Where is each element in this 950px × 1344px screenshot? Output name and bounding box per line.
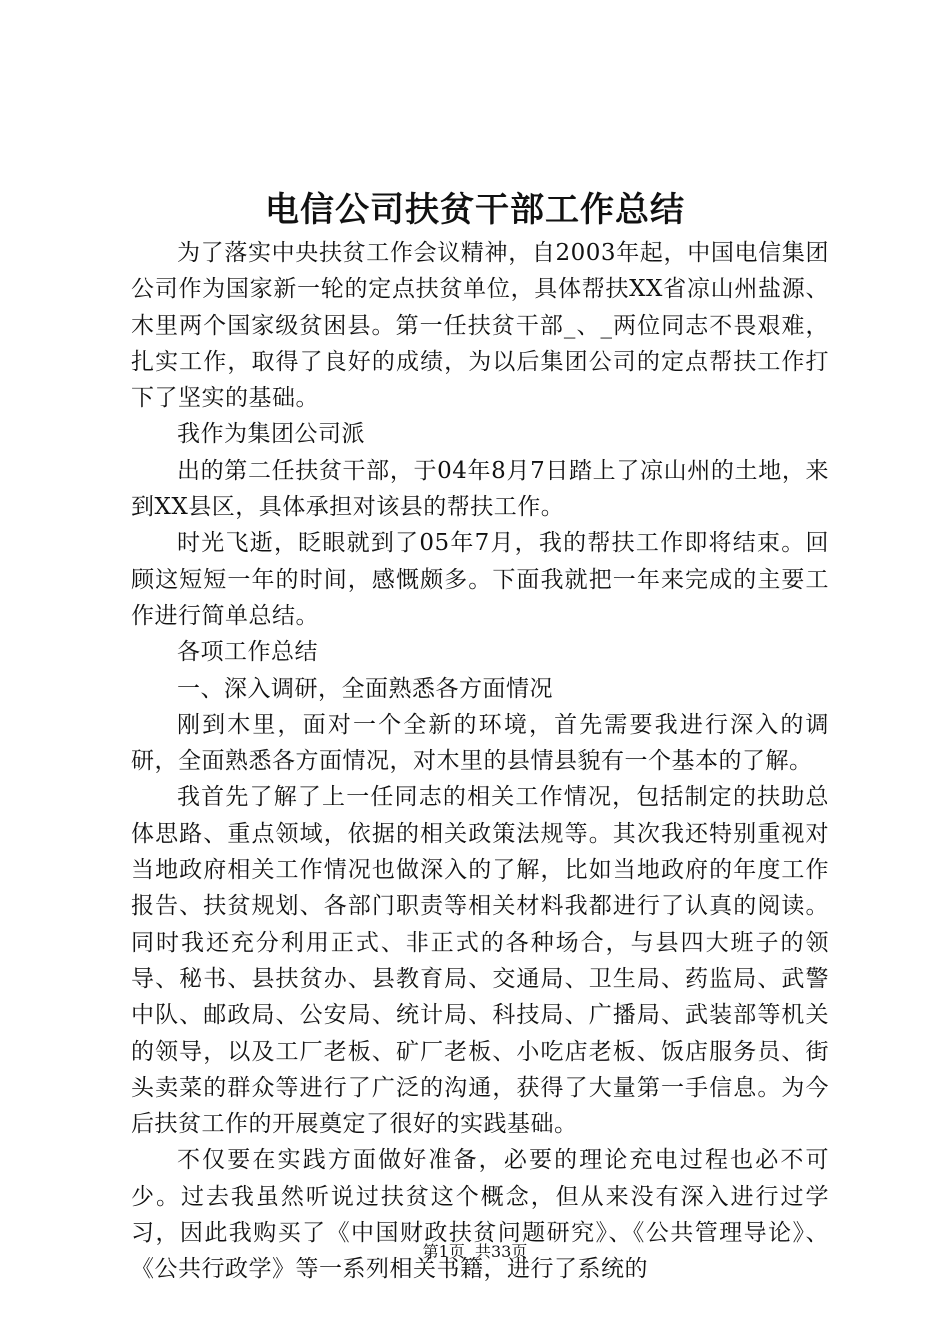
paragraph-intro: 为了落实中央扶贫工作会议精神，自2003年起，中国电信集团公司作为国家新一轮的定点扶贫单位，具体帮扶XX省凉山州盐源、木里两个国家级贫困县。第一任扶贫干部_、_两位同志不畏艰难，扎实工作，取得了良好的成绩，为以后集团公司的定点帮扶工作打下了坚实的基础。	[131, 240, 829, 412]
section-heading-summary: 各项工作总结	[177, 639, 318, 666]
page-number: 第1页 共33页	[422, 1242, 528, 1261]
paragraph-arrival: 出的第二任扶贫干部，于04年8月7日踏上了凉山州的土地，来到XX县区，具体承担对该县的帮扶工作。	[131, 457, 829, 521]
paragraph-new-environment: 刚到木里，面对一个全新的环境，首先需要我进行深入的调研，全面熟悉各方面情况，对木里的县情县貌有一个基本的了解。	[131, 711, 829, 775]
paragraph-theory-study: 不仅要在实践方面做好准备，必要的理论充电过程也必不可少。过去我虽然听说过扶贫这个概念，但从来没有深入进行过学习，因此我购买了《中国财政扶贫问题研究》、《公共管理导论》、《公共行政学》等一系列相关书籍，进行了系统的	[131, 1147, 829, 1283]
page-footer	[0, 1241, 950, 1263]
paragraph-dispatch: 我作为集团公司派	[177, 421, 365, 448]
paragraph-review: 时光飞逝，眨眼就到了05年7月，我的帮扶工作即将结束。回顾这短短一年的时间，感慨颇多。下面我就把一年来完成的主要工作进行简单总结。	[131, 530, 829, 629]
paragraph-investigation: 我首先了解了上一任同志的相关工作情况，包括制定的扶助总体思路、重点领域，依据的相关政策法规等。其次我还特别重视对当地政府相关工作情况也做深入的了解，比如当地政府的年度工作报告、扶贫规划、各部门职责等相关材料我都进行了认真的阅读。同时我还充分利用正式、非正式的各种场合，与县四大班子的领导、秘书、县扶贫办、县教育局、交通局、卫生局、药监局、武警中队、邮政局、公安局、统计局、科技局、广播局、武装部等机关的领导，以及工厂老板、矿厂老板、小吃店老板、饭店服务员、街头卖菜的群众等进行了广泛的沟通，获得了大量第一手信息。为今后扶贫工作的开展奠定了很好的实践基础。	[131, 784, 829, 1138]
section-heading-research: 一、深入调研，全面熟悉各方面情况	[177, 675, 553, 702]
document-body	[131, 235, 829, 1288]
document-title: 电信公司扶贫干部工作总结	[265, 190, 685, 230]
